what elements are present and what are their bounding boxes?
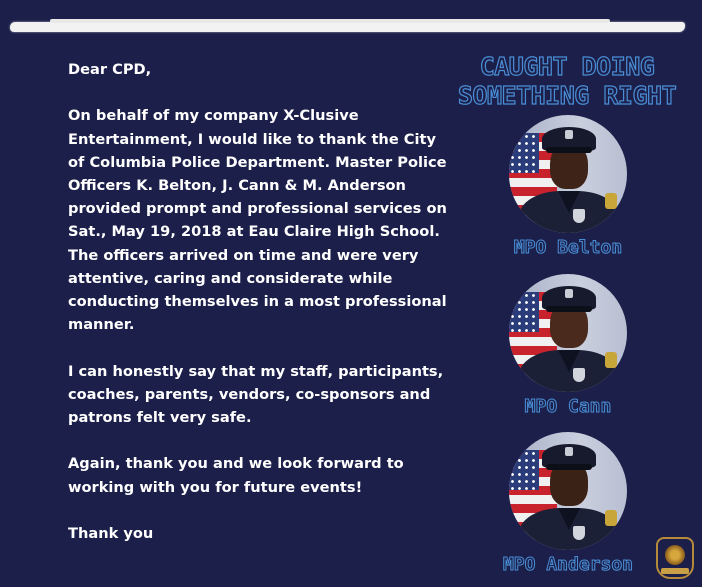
- police-department-seal-icon: [656, 537, 694, 579]
- brush-stroke-divider: [10, 22, 685, 32]
- heading-line-2: SOMETHING RIGHT: [457, 81, 677, 110]
- caught-doing-something-right-heading: [442, 52, 692, 110]
- officer-portrait-anderson: [509, 432, 627, 550]
- officer-portrait-cann: [509, 274, 627, 392]
- police-badge-icon: [573, 209, 585, 223]
- officer-name-belton: MPO Belton: [513, 237, 623, 258]
- officer-portrait-belton: [509, 115, 627, 233]
- police-badge-icon: [573, 526, 585, 540]
- heading-line-1: CAUGHT DOING: [479, 52, 655, 81]
- letter-greeting: Dear CPD,: [68, 61, 152, 78]
- officer-card-anderson: [493, 432, 643, 575]
- letter-paragraph-1: On behalf of my company X-Clusive Entertainment, I would like to thank the City of Columbia Police Department. Master Police Officers K. Belton, J. Cann & M. Anderson provided prompt and professional services on Sat., May 19, 2018 at Eau Claire High School. The officers arrived on time and were very attentive, caring and considerate while conducting themselves in a most professional manner.: [68, 107, 447, 334]
- letter-paragraph-2: I can honestly say that my staff, participants, coaches, parents, vendors, co-sponsors and patrons felt very safe.: [68, 362, 444, 427]
- letter-paragraph-3: Again, thank you and we look forward to working with you for future events!: [68, 455, 404, 496]
- letter-closing: Thank you: [68, 525, 154, 542]
- officer-card-belton: [493, 115, 643, 258]
- officer-name-anderson: MPO Anderson: [502, 554, 634, 575]
- officer-card-cann: [493, 274, 643, 417]
- police-badge-icon: [573, 368, 585, 382]
- officer-name-cann: MPO Cann: [524, 396, 612, 417]
- thank-you-letter: [68, 58, 448, 568]
